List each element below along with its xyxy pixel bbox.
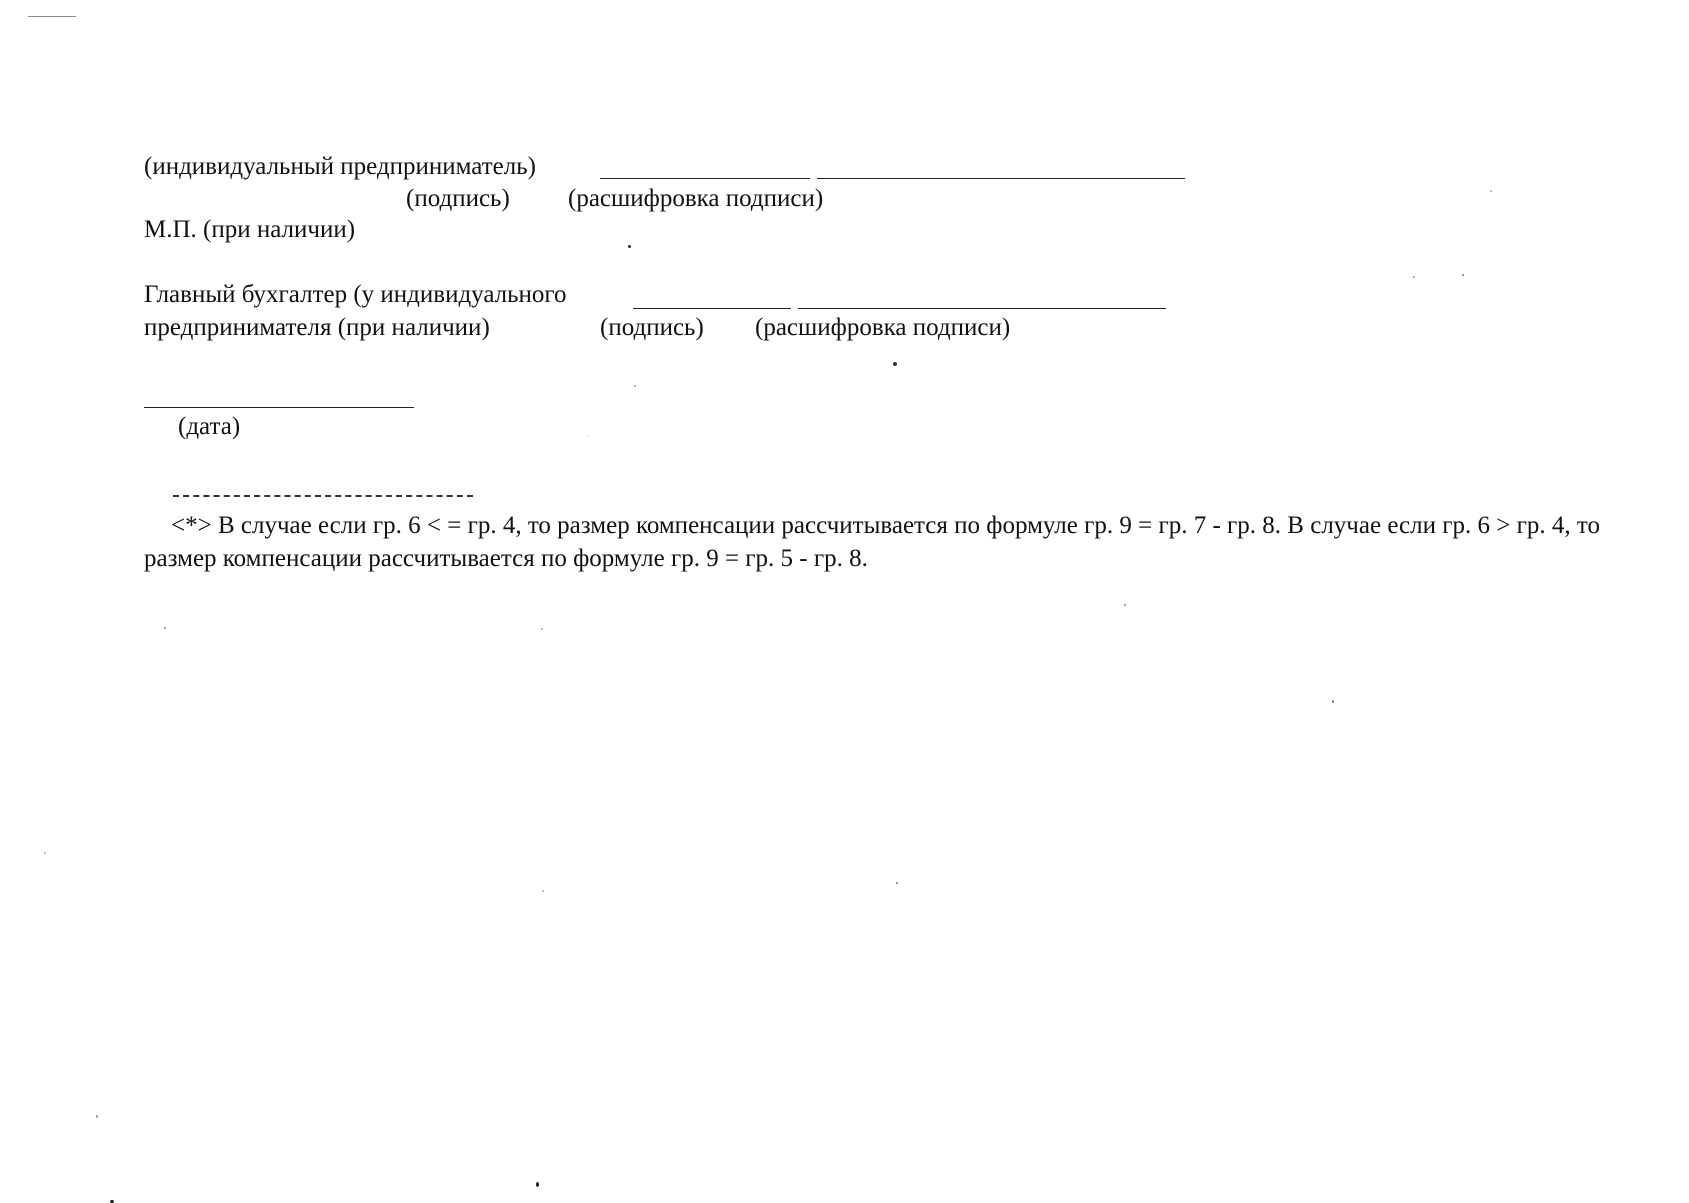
ip-decoding-line xyxy=(817,178,1185,179)
scan-speck xyxy=(1490,190,1492,192)
scan-speck xyxy=(536,1182,539,1187)
accountant-role-line1: Главный бухгалтер (у индивидуального xyxy=(144,281,567,308)
accountant-signature-line xyxy=(633,308,791,309)
scan-speck xyxy=(893,362,897,366)
scan-speck xyxy=(44,852,46,854)
scan-speck xyxy=(542,890,544,892)
scan-speck xyxy=(96,1115,98,1118)
scan-speck xyxy=(1413,276,1415,278)
footnote-text: <*> В случае если гр. 6 < = гр. 4, то размер компенсации рассчитывается по формуле гр. 9 = гр. 7 - гр. 8. В случае если гр. 6 > гр. 4, то размер компенсации рассчитывается по формуле гр. 9 = гр. 5 - гр. 8. xyxy=(144,512,1600,572)
date-line xyxy=(144,407,414,408)
ip-signature-caption: (подпись) xyxy=(406,185,510,212)
scan-speck xyxy=(634,385,636,387)
scan-speck xyxy=(1124,604,1126,606)
scan-corner-mark xyxy=(28,16,76,17)
accountant-decoding-line xyxy=(798,308,1166,309)
footnote-separator xyxy=(173,495,473,497)
stamp-label: М.П. (при наличии) xyxy=(144,216,356,243)
scan-speck xyxy=(541,628,543,630)
accountant-decoding-caption: (расшифровка подписи) xyxy=(755,314,1011,341)
scan-speck xyxy=(1462,274,1464,276)
scan-speck xyxy=(628,245,631,248)
scan-speck xyxy=(896,882,898,884)
scan-speck xyxy=(1332,700,1334,703)
ip-signature-line xyxy=(600,178,810,179)
ip-role-label: (индивидуальный предприниматель) xyxy=(144,153,536,180)
scan-speck xyxy=(587,436,588,437)
ip-decoding-caption: (расшифровка подписи) xyxy=(568,185,824,212)
date-caption: (дата) xyxy=(178,413,241,440)
accountant-role-line2: предпринимателя (при наличии) xyxy=(144,314,490,341)
accountant-signature-caption: (подпись) xyxy=(600,314,704,341)
scan-speck xyxy=(164,627,166,629)
